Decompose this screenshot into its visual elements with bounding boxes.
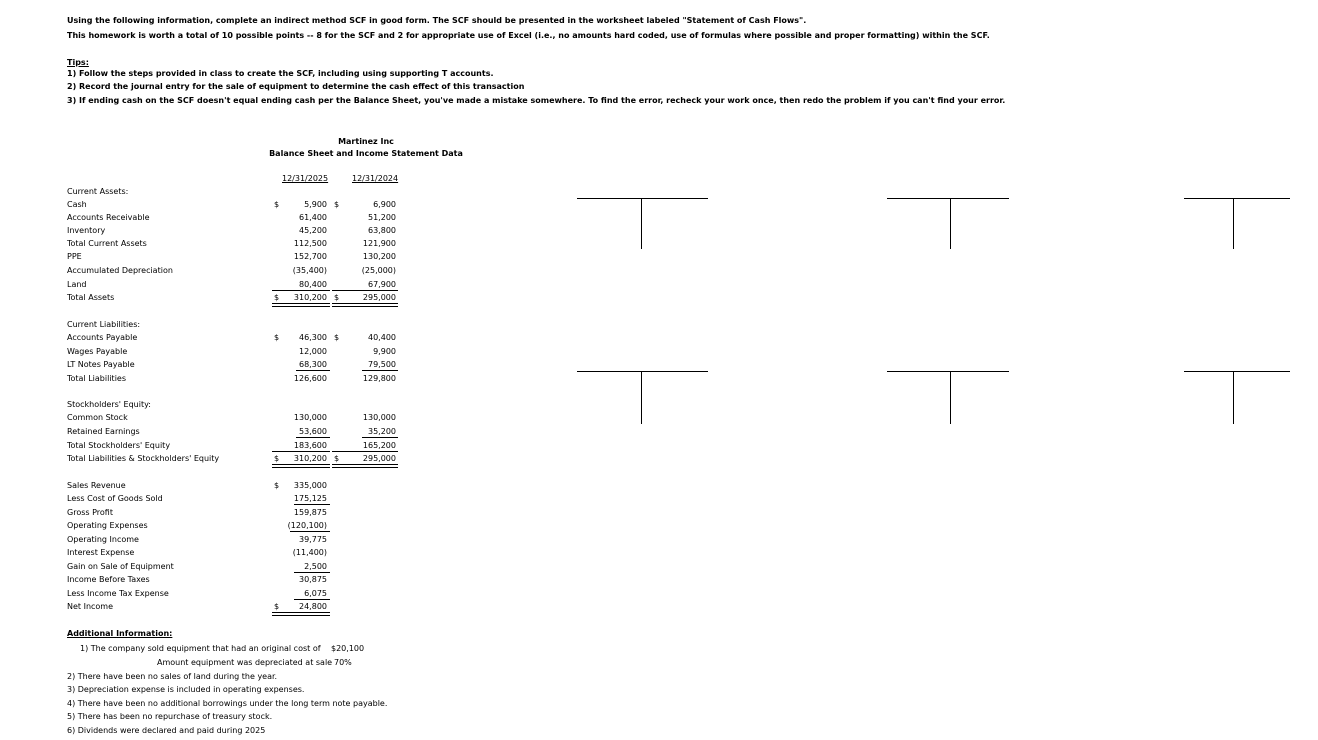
row-label-lt-notes-payable: LT Notes Payable <box>67 360 135 369</box>
company-name: Martinez Inc <box>338 137 394 146</box>
total-assets-2025: 310,200 <box>293 293 327 302</box>
stockholders-equity-header: Stockholders' Equity: <box>67 400 151 409</box>
row-label-wages-payable: Wages Payable <box>67 347 128 356</box>
additional-item-1: 1) The company sold equipment that had an original cost of <box>80 644 321 653</box>
additional-item-4: 4) There have been no additional borrowings under the long term note payable. <box>67 699 388 708</box>
dollar-sign: $ <box>274 333 280 342</box>
total-current-assets-2024: 121,900 <box>362 239 396 248</box>
subtotal-rule <box>296 370 330 371</box>
income-tax-expense-value: 6,075 <box>304 589 327 598</box>
accounts-receivable-2024: 51,200 <box>368 213 396 222</box>
t-account-stem <box>641 371 642 424</box>
depreciation-percent-label: Amount equipment was depreciated at sale <box>157 658 333 667</box>
operating-income-value: 39,775 <box>299 535 327 544</box>
gross-profit-value: 159,875 <box>293 508 327 517</box>
interest-expense-value: (11,400) <box>292 548 327 557</box>
additional-item-3: 3) Depreciation expense is included in operating expenses. <box>67 685 305 694</box>
subtotal-rule <box>294 504 330 505</box>
row-label-interest-expense: Interest Expense <box>67 548 135 557</box>
t-account-top <box>1184 371 1290 372</box>
land-2024: 67,900 <box>368 280 396 289</box>
subtotal-rule <box>272 451 330 452</box>
cost-of-goods-sold-value: 175,125 <box>293 494 327 503</box>
subtotal-rule <box>272 290 330 291</box>
retained-earnings-2025: 53,600 <box>299 427 327 436</box>
row-label-operating-income: Operating Income <box>67 535 139 544</box>
row-label-operating-expenses: Operating Expenses <box>67 521 148 530</box>
row-label-ppe: PPE <box>67 252 82 261</box>
income-before-taxes-value: 30,875 <box>299 575 327 584</box>
instructions-line-1: Using the following information, complete an indirect method SCF in good form. The SCF should be presented in the worksheet labeled "Statement of Cash Flows". <box>67 16 807 25</box>
row-label-income-tax-expense: Less Income Tax Expense <box>67 589 169 598</box>
row-label-net-income: Net Income <box>67 602 114 611</box>
subtotal-rule <box>294 572 330 573</box>
total-double-rule <box>332 464 398 468</box>
t-account-stem <box>641 198 642 249</box>
original-cost-value: $20,100 <box>331 644 365 653</box>
total-stockholders-equity-2025: 183,600 <box>293 441 327 450</box>
sales-revenue-value: 335,000 <box>293 481 327 490</box>
current-liabilities-header: Current Liabilities: <box>67 320 141 329</box>
net-income-value: 24,800 <box>299 602 327 611</box>
t-account-top <box>577 198 708 199</box>
t-account-top <box>887 371 1009 372</box>
statement-subtitle: Balance Sheet and Income Statement Data <box>269 149 463 158</box>
row-label-total-liabilities-and-equity: Total Liabilities & Stockholders' Equity <box>67 454 220 463</box>
tip-2: 2) Record the journal entry for the sale of equipment to determine the cash effect of this transaction <box>67 82 525 91</box>
subtotal-rule <box>332 290 398 291</box>
row-label-gross-profit: Gross Profit <box>67 508 113 517</box>
row-label-income-before-taxes: Income Before Taxes <box>67 575 150 584</box>
wages-payable-2024: 9,900 <box>373 347 396 356</box>
ppe-2024: 130,200 <box>362 252 396 261</box>
subtotal-rule <box>290 531 330 532</box>
depreciation-percent-value: 70% <box>334 658 352 667</box>
wages-payable-2025: 12,000 <box>299 347 327 356</box>
total-assets-2024: 295,000 <box>362 293 396 302</box>
ppe-2025: 152,700 <box>293 252 327 261</box>
row-label-cost-of-goods-sold: Less Cost of Goods Sold <box>67 494 163 503</box>
dollar-sign: $ <box>274 481 280 490</box>
tip-3: 3) If ending cash on the SCF doesn't equal ending cash per the Balance Sheet, you've made a mistake somewhere. To find the error, recheck your work once, then redo the problem if you can't find your error. <box>67 96 1006 105</box>
subtotal-rule <box>362 370 398 371</box>
common-stock-2025: 130,000 <box>293 413 327 422</box>
tips-heading: Tips: <box>67 58 89 67</box>
t-account-stem <box>950 371 951 424</box>
inventory-2024: 63,800 <box>368 226 396 235</box>
t-account-top <box>887 198 1009 199</box>
current-assets-header: Current Assets: <box>67 187 129 196</box>
accounts-payable-2024: 40,400 <box>368 333 396 342</box>
retained-earnings-2024: 35,200 <box>368 427 396 436</box>
row-label-retained-earnings: Retained Earnings <box>67 427 140 436</box>
row-label-common-stock: Common Stock <box>67 413 128 422</box>
total-double-rule <box>272 612 330 616</box>
dollar-sign: $ <box>334 454 340 463</box>
subtotal-rule <box>332 451 398 452</box>
row-label-total-stockholders-equity: Total Stockholders' Equity <box>67 441 171 450</box>
inventory-2025: 45,200 <box>299 226 327 235</box>
total-liabilities-2024: 129,800 <box>362 374 396 383</box>
gain-on-sale-value: 2,500 <box>304 562 327 571</box>
cash-2025: 5,900 <box>304 200 327 209</box>
instructions-line-2: This homework is worth a total of 10 possible points -- 8 for the SCF and 2 for appropriate use of Excel (i.e., no amounts hard coded, use of formulas where possible and proper formatting) within the SCF. <box>67 31 990 40</box>
lt-notes-payable-2025: 68,300 <box>299 360 327 369</box>
row-label-land: Land <box>67 280 87 289</box>
dollar-sign: $ <box>334 200 340 209</box>
land-2025: 80,400 <box>299 280 327 289</box>
subtotal-rule <box>296 437 330 438</box>
total-liabilities-and-equity-2024: 295,000 <box>362 454 396 463</box>
subtotal-rule <box>362 437 398 438</box>
row-label-accounts-payable: Accounts Payable <box>67 333 138 342</box>
column-header-2025: 12/31/2025 <box>282 174 329 183</box>
dollar-sign: $ <box>274 454 280 463</box>
t-account-top <box>577 371 708 372</box>
dollar-sign: $ <box>274 602 280 611</box>
row-label-accounts-receivable: Accounts Receivable <box>67 213 150 222</box>
common-stock-2024: 130,000 <box>362 413 396 422</box>
row-label-total-liabilities: Total Liabilities <box>67 374 127 383</box>
additional-item-5: 5) There has been no repurchase of treasury stock. <box>67 712 273 721</box>
row-label-gain-on-sale: Gain on Sale of Equipment <box>67 562 174 571</box>
row-label-cash: Cash <box>67 200 87 209</box>
t-account-stem <box>950 198 951 249</box>
subtotal-rule <box>294 599 330 600</box>
accumulated-depreciation-2025: (35,400) <box>292 266 327 275</box>
additional-info-heading: Additional Information: <box>67 629 173 638</box>
dollar-sign: $ <box>274 293 280 302</box>
dollar-sign: $ <box>334 333 340 342</box>
total-stockholders-equity-2024: 165,200 <box>362 441 396 450</box>
total-current-assets-2025: 112,500 <box>293 239 327 248</box>
t-account-stem <box>1233 198 1234 249</box>
total-liabilities-and-equity-2025: 310,200 <box>293 454 327 463</box>
t-account-stem <box>1233 371 1234 424</box>
total-double-rule <box>272 303 330 307</box>
row-label-total-current-assets: Total Current Assets <box>67 239 147 248</box>
additional-item-6: 6) Dividends were declared and paid during 2025 <box>67 726 266 735</box>
row-label-sales-revenue: Sales Revenue <box>67 481 126 490</box>
additional-item-2: 2) There have been no sales of land during the year. <box>67 672 278 681</box>
column-header-2024: 12/31/2024 <box>352 174 399 183</box>
row-label-inventory: Inventory <box>67 226 106 235</box>
dollar-sign: $ <box>334 293 340 302</box>
total-double-rule <box>332 303 398 307</box>
accounts-receivable-2025: 61,400 <box>299 213 327 222</box>
operating-expenses-value: (120,100) <box>287 521 327 530</box>
tip-1: 1) Follow the steps provided in class to create the SCF, including using supporting T accounts. <box>67 69 494 78</box>
dollar-sign: $ <box>274 200 280 209</box>
total-liabilities-2025: 126,600 <box>293 374 327 383</box>
t-account-top <box>1184 198 1290 199</box>
row-label-accumulated-depreciation: Accumulated Depreciation <box>67 266 173 275</box>
cash-2024: 6,900 <box>373 200 396 209</box>
accumulated-depreciation-2024: (25,000) <box>361 266 396 275</box>
lt-notes-payable-2024: 79,500 <box>368 360 396 369</box>
row-label-total-assets: Total Assets <box>67 293 115 302</box>
total-double-rule <box>272 464 330 468</box>
accounts-payable-2025: 46,300 <box>299 333 327 342</box>
